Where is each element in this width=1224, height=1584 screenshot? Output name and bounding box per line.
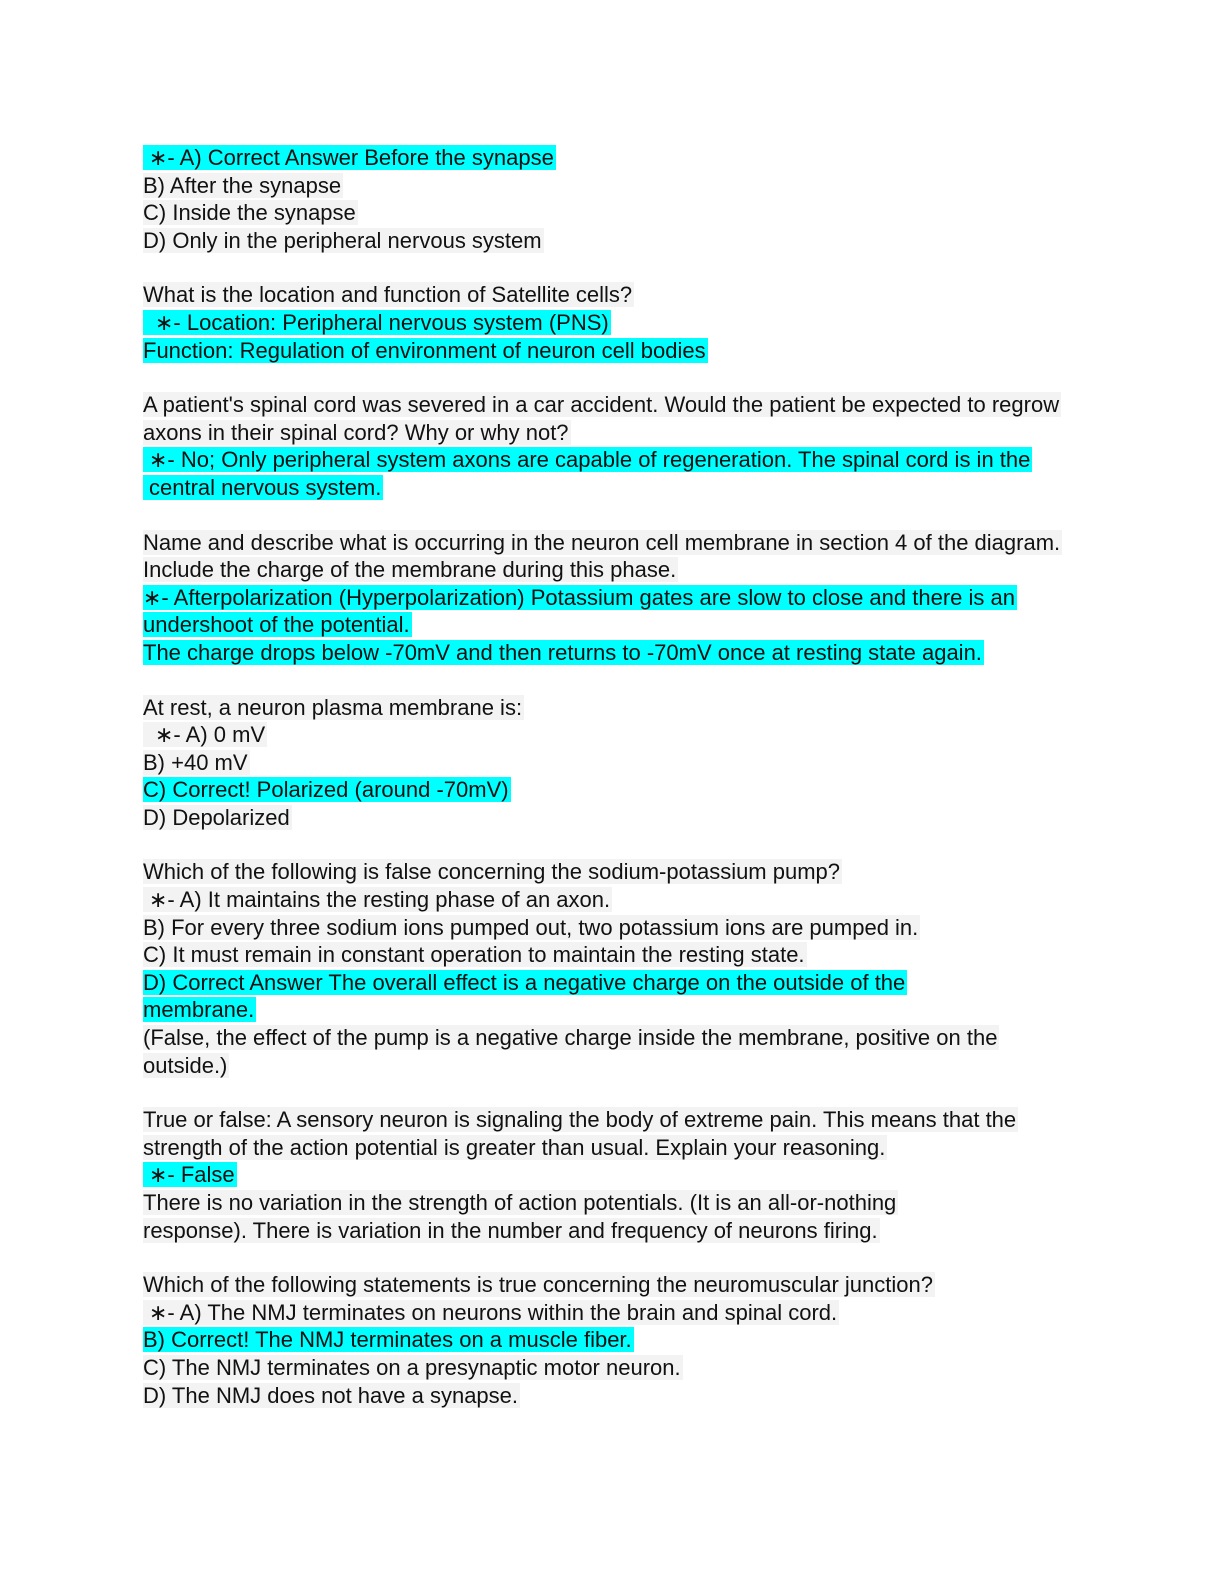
question-text: Name and describe what is occurring in the neuron cell membrane in section 4 of the diagram. Include the charge of the membrane during this phase.: [143, 529, 1061, 583]
option-line: D) Depolarized: [143, 804, 290, 830]
question-text: Which of the following is false concerning the sodium-potassium pump?: [143, 859, 841, 885]
answer-line-highlighted: ∗- False: [143, 1161, 1083, 1189]
question-text: True or false: A sensory neuron is signaling the body of extreme pain. This means that the strength of the action potential is greater than usual. Explain your reasoning.: [143, 1107, 1017, 1160]
question-text: At rest, a neuron plasma membrane is:: [143, 694, 523, 720]
option-line: D) Only in the peripheral nervous system: [143, 227, 542, 253]
answer-line-highlighted: ∗- Afterpolarization (Hyperpolarization) Potassium gates are slow to close and there is an undershoot of the potential.: [143, 584, 1015, 638]
option-line: B) After the synapse: [143, 172, 342, 198]
option-line: ∗- A) It maintains the resting phase of an axon.: [143, 886, 1083, 914]
question-block: [143, 858, 1083, 1079]
question-text: What is the location and function of Satellite cells?: [143, 282, 633, 308]
option-line: C) The NMJ terminates on a presynaptic motor neuron.: [143, 1354, 681, 1380]
option-line: C) Inside the synapse: [143, 200, 356, 226]
answer-line-highlighted: C) Correct! Polarized (around -70mV): [143, 777, 509, 803]
question-block: [143, 281, 1083, 364]
question-text: Which of the following statements is true concerning the neuromuscular junction?: [143, 1272, 933, 1298]
answer-line-highlighted: ∗- No; Only peripheral system axons are capable of regeneration. The spinal cord is in the central nervous system.: [143, 446, 1083, 501]
question-block: [143, 1106, 1083, 1244]
explanation-text: (False, the effect of the pump is a negative charge inside the membrane, positive on the outside.): [143, 1025, 998, 1078]
question-block: [143, 144, 1083, 254]
answer-line-highlighted: The charge drops below -70mV and then returns to -70mV once at resting state again.: [143, 639, 982, 665]
question-text: A patient's spinal cord was severed in a car accident. Would the patient be expected to regrow axons in their spinal cord? Why or why not?: [143, 392, 1060, 445]
option-line: ∗- A) 0 mV: [143, 721, 1083, 749]
option-line: B) For every three sodium ions pumped out, two potassium ions are pumped in.: [143, 914, 919, 940]
question-block: [143, 694, 1083, 832]
question-block: [143, 1271, 1083, 1409]
question-block: [143, 529, 1083, 667]
explanation-text: There is no variation in the strength of action potentials. (It is an all-or-nothing response). There is variation in the number and frequency of neurons firing.: [143, 1190, 897, 1243]
answer-line-highlighted: Function: Regulation of environment of neuron cell bodies: [143, 337, 706, 363]
answer-line-highlighted: ∗- A) Correct Answer Before the synapse: [143, 144, 1083, 172]
answer-line-highlighted: B) Correct! The NMJ terminates on a muscle fiber.: [143, 1327, 632, 1353]
option-line: C) It must remain in constant operation to maintain the resting state.: [143, 942, 805, 968]
option-line: D) The NMJ does not have a synapse.: [143, 1382, 519, 1408]
answer-line-highlighted: ∗- Location: Peripheral nervous system (PNS): [143, 309, 1083, 337]
option-line: B) +40 mV: [143, 749, 248, 775]
option-line: ∗- A) The NMJ terminates on neurons within the brain and spinal cord.: [143, 1299, 1083, 1327]
question-block: [143, 391, 1083, 501]
document-body: [143, 144, 1083, 1436]
answer-line-highlighted: D) Correct Answer The overall effect is a negative charge on the outside of the membrane.: [143, 969, 906, 1023]
